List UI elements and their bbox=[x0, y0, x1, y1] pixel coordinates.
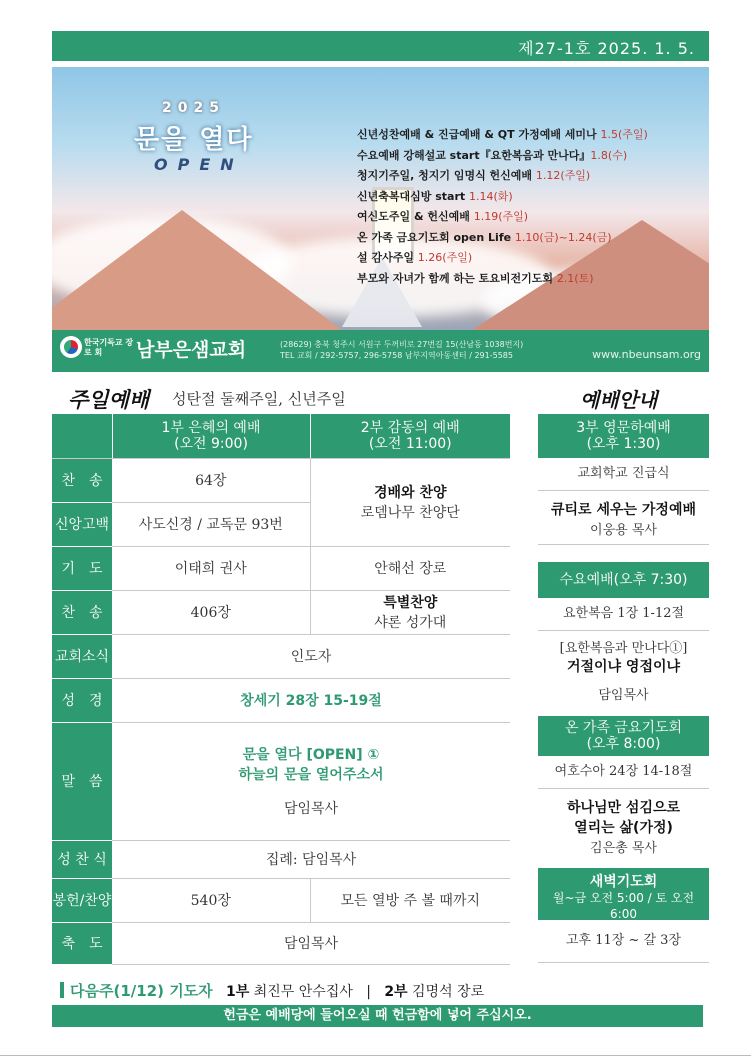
service-1-name: 1부 은혜의 예배 bbox=[161, 419, 261, 436]
friday-header bbox=[538, 716, 709, 756]
address-line: (28629) 충북 청주시 서원구 두꺼비로 27번길 15(산남동 1038번지) bbox=[280, 340, 524, 349]
part3-sermon-cell bbox=[538, 491, 709, 545]
sermon-preacher: 담임목사 bbox=[283, 801, 339, 817]
worship-subtitle: 성탄절 둘째주일, 신년주일 bbox=[172, 390, 346, 408]
church-name: 남부은샘교회 bbox=[136, 339, 247, 361]
offering-service-1: 540장 bbox=[112, 878, 310, 922]
sermon-title-2: 하늘의 문을 열어주소서 bbox=[238, 767, 384, 783]
wednesday-sermon-cell bbox=[538, 631, 709, 713]
special-title: 특별찬양 bbox=[383, 595, 438, 611]
scripture-value: 창세기 28장 15-19절 bbox=[112, 678, 510, 722]
hymn2-service-1: 406장 bbox=[112, 590, 310, 634]
table-row bbox=[52, 590, 510, 634]
church-info-band bbox=[52, 330, 709, 372]
row-label: 축 도 bbox=[52, 922, 112, 964]
table-row bbox=[52, 678, 510, 722]
event-list bbox=[357, 125, 648, 289]
issue-number: 제27-1호 2025. 1. 5. bbox=[518, 39, 695, 58]
service-1-time: (오전 9:00) bbox=[174, 435, 248, 452]
guide-wednesday bbox=[538, 562, 709, 713]
event-item bbox=[357, 146, 648, 167]
praise-title: 경배와 찬양 bbox=[374, 485, 447, 501]
special-music-cell bbox=[310, 590, 510, 634]
dawn-text: 고후 11장 ~ 갈 3장 bbox=[538, 920, 709, 963]
event-date: 2.1(토) bbox=[556, 271, 594, 285]
row-label: 말 씀 bbox=[52, 722, 112, 840]
creed-service-1: 사도신경 / 교독문 93번 bbox=[112, 502, 310, 546]
banner bbox=[52, 67, 709, 330]
row-label: 신앙고백 bbox=[52, 502, 112, 546]
worship-order-table bbox=[52, 414, 510, 965]
event-item bbox=[357, 269, 648, 290]
event-text: 수요예배 강해설교 start『요한복음과 만나다』 bbox=[357, 148, 591, 162]
event-date: 1.26(주일) bbox=[417, 251, 473, 264]
row-label: 기 도 bbox=[52, 546, 112, 590]
tel-line: TEL 교회 / 292-5757, 296-5758 남부지역아동센터 / 291-5585 bbox=[280, 351, 513, 360]
guide-title: 예배안내 bbox=[580, 388, 658, 412]
friday-name: 온 가족 금요기도회 bbox=[564, 720, 683, 736]
event-text: 온 가족 금요기도회 open Life bbox=[357, 230, 515, 244]
friday-sermon-2: 열리는 삶(가정) bbox=[574, 820, 673, 836]
prayer-service-1: 이태희 권사 bbox=[112, 546, 310, 590]
guide-friday bbox=[538, 716, 709, 867]
table-row bbox=[52, 546, 510, 590]
offering-service-2: 모든 열방 주 볼 때까지 bbox=[310, 878, 510, 922]
part3-preacher: 이웅용 목사 bbox=[590, 523, 657, 538]
service-2-name: 2부 감동의 예배 bbox=[360, 419, 460, 436]
part1-label: 1부 bbox=[226, 984, 250, 1000]
event-date: 1.10(금)~1.24(금) bbox=[514, 230, 612, 244]
part1-names: 최진무 안수집사 bbox=[253, 984, 353, 1000]
event-text: 설 감사주일 bbox=[357, 251, 418, 264]
event-item bbox=[357, 207, 648, 228]
communion-value: 집례: 담임목사 bbox=[112, 840, 510, 878]
event-date: 1.19(주일) bbox=[473, 210, 529, 223]
row-label: 찬 송 bbox=[52, 458, 112, 502]
table-header-row bbox=[52, 414, 510, 458]
banner-subtitle: OPEN bbox=[154, 155, 244, 174]
dawn-header bbox=[538, 868, 709, 920]
friday-text: 여호수아 24장 14-18절 bbox=[538, 756, 709, 789]
header-service-2 bbox=[310, 414, 510, 458]
wednesday-header: 수요예배(오후 7:30) bbox=[538, 562, 709, 598]
sermon-cell bbox=[112, 722, 510, 840]
part2-label: 2부 bbox=[384, 984, 408, 1000]
table-row bbox=[52, 458, 510, 502]
wednesday-text: 요한복음 1장 1-12절 bbox=[538, 598, 709, 631]
event-item bbox=[357, 166, 648, 187]
praise-cell bbox=[310, 458, 510, 546]
church-logo-icon bbox=[60, 336, 82, 358]
part2-names: 김명석 장로 bbox=[412, 984, 485, 1000]
table-row bbox=[52, 922, 510, 964]
friday-preacher: 김은총 목사 bbox=[590, 841, 657, 856]
church-address bbox=[280, 339, 523, 361]
blessing-value: 담임목사 bbox=[112, 922, 510, 964]
header-blank bbox=[52, 414, 112, 458]
issue-bar bbox=[52, 31, 709, 61]
page-divider bbox=[0, 1055, 751, 1056]
banner-title: 문을 열다 bbox=[134, 125, 254, 155]
part3-name: 3부 영문하예배 bbox=[576, 420, 671, 436]
event-date: 1.14(화) bbox=[468, 189, 513, 203]
wednesday-preacher: 담임목사 bbox=[598, 688, 649, 703]
news-value: 인도자 bbox=[112, 634, 510, 678]
friday-time: (오후 8:00) bbox=[586, 736, 661, 752]
table-row bbox=[52, 840, 510, 878]
event-text: 여신도주일 & 헌신예배 bbox=[357, 210, 474, 223]
row-label: 찬 송 bbox=[52, 590, 112, 634]
guide-dawn bbox=[538, 868, 709, 963]
guide-part3 bbox=[538, 414, 709, 545]
event-text: 신년축복대심방 start bbox=[357, 189, 469, 203]
event-text: 청지기주일, 청지기 임명식 헌신예배 bbox=[357, 169, 536, 182]
friday-sermon-cell bbox=[538, 789, 709, 867]
website-link[interactable]: www.nbeunsam.org bbox=[592, 348, 701, 361]
event-text: 부모와 자녀가 함께 하는 토요비전기도회 bbox=[357, 271, 557, 285]
event-date: 1.12(주일) bbox=[535, 169, 591, 182]
next-week-prayers bbox=[60, 980, 484, 1001]
part3-header bbox=[538, 414, 709, 458]
prayer-service-2: 안해선 장로 bbox=[310, 546, 510, 590]
accent-bar bbox=[60, 982, 64, 998]
event-item bbox=[357, 125, 648, 146]
next-week-title: 다음주(1/12) 기도자 bbox=[70, 982, 213, 1000]
row-label: 성 찬 식 bbox=[52, 840, 112, 878]
event-item bbox=[357, 248, 648, 269]
event-item bbox=[357, 187, 648, 208]
praise-team: 로뎀나무 찬양단 bbox=[360, 505, 460, 521]
table-row bbox=[52, 878, 510, 922]
dawn-time: 월~금 오전 5:00 / 토 오전 6:00 bbox=[552, 891, 695, 921]
row-label: 성 경 bbox=[52, 678, 112, 722]
wednesday-series: [요한복음과 만나다①] bbox=[559, 641, 688, 656]
hymn1-service-1: 64장 bbox=[112, 458, 310, 502]
mountain-shape bbox=[52, 210, 342, 330]
part3-time: (오후 1:30) bbox=[586, 436, 661, 452]
service-2-time: (오전 11:00) bbox=[368, 435, 452, 452]
event-date: 1.8(수) bbox=[590, 148, 628, 162]
wednesday-sermon: 거절이냐 영접이냐 bbox=[566, 659, 681, 675]
banner-year: 2025 bbox=[162, 100, 225, 116]
row-label: 교회소식 bbox=[52, 634, 112, 678]
friday-sermon-1: 하나님만 섬김으로 bbox=[566, 800, 681, 816]
offering-notice: 헌금은 예배당에 들어오실 때 헌금함에 넣어 주십시오. bbox=[52, 1005, 703, 1027]
special-choir: 샤론 성가대 bbox=[374, 615, 447, 631]
sermon-title-1: 문을 열다 [OPEN] ① bbox=[242, 747, 380, 763]
dawn-name: 새벽기도회 bbox=[589, 874, 658, 890]
event-text: 신년성찬예배 & 진급예배 & QT 가정예배 세미나 bbox=[357, 128, 601, 141]
denomination: 한국기독교 장 로 회 bbox=[84, 338, 134, 357]
header-service-1 bbox=[112, 414, 310, 458]
divider: | bbox=[366, 984, 371, 1000]
row-label: 봉헌/찬양 bbox=[52, 878, 112, 922]
table-row bbox=[52, 634, 510, 678]
part3-note: 교회학교 진급식 bbox=[538, 458, 709, 491]
worship-title: 주일예배 bbox=[68, 388, 150, 412]
part3-sermon: 큐티로 세우는 가정예배 bbox=[551, 502, 696, 518]
event-item bbox=[357, 228, 648, 249]
table-row bbox=[52, 722, 510, 840]
event-date: 1.5(주일) bbox=[600, 128, 648, 141]
